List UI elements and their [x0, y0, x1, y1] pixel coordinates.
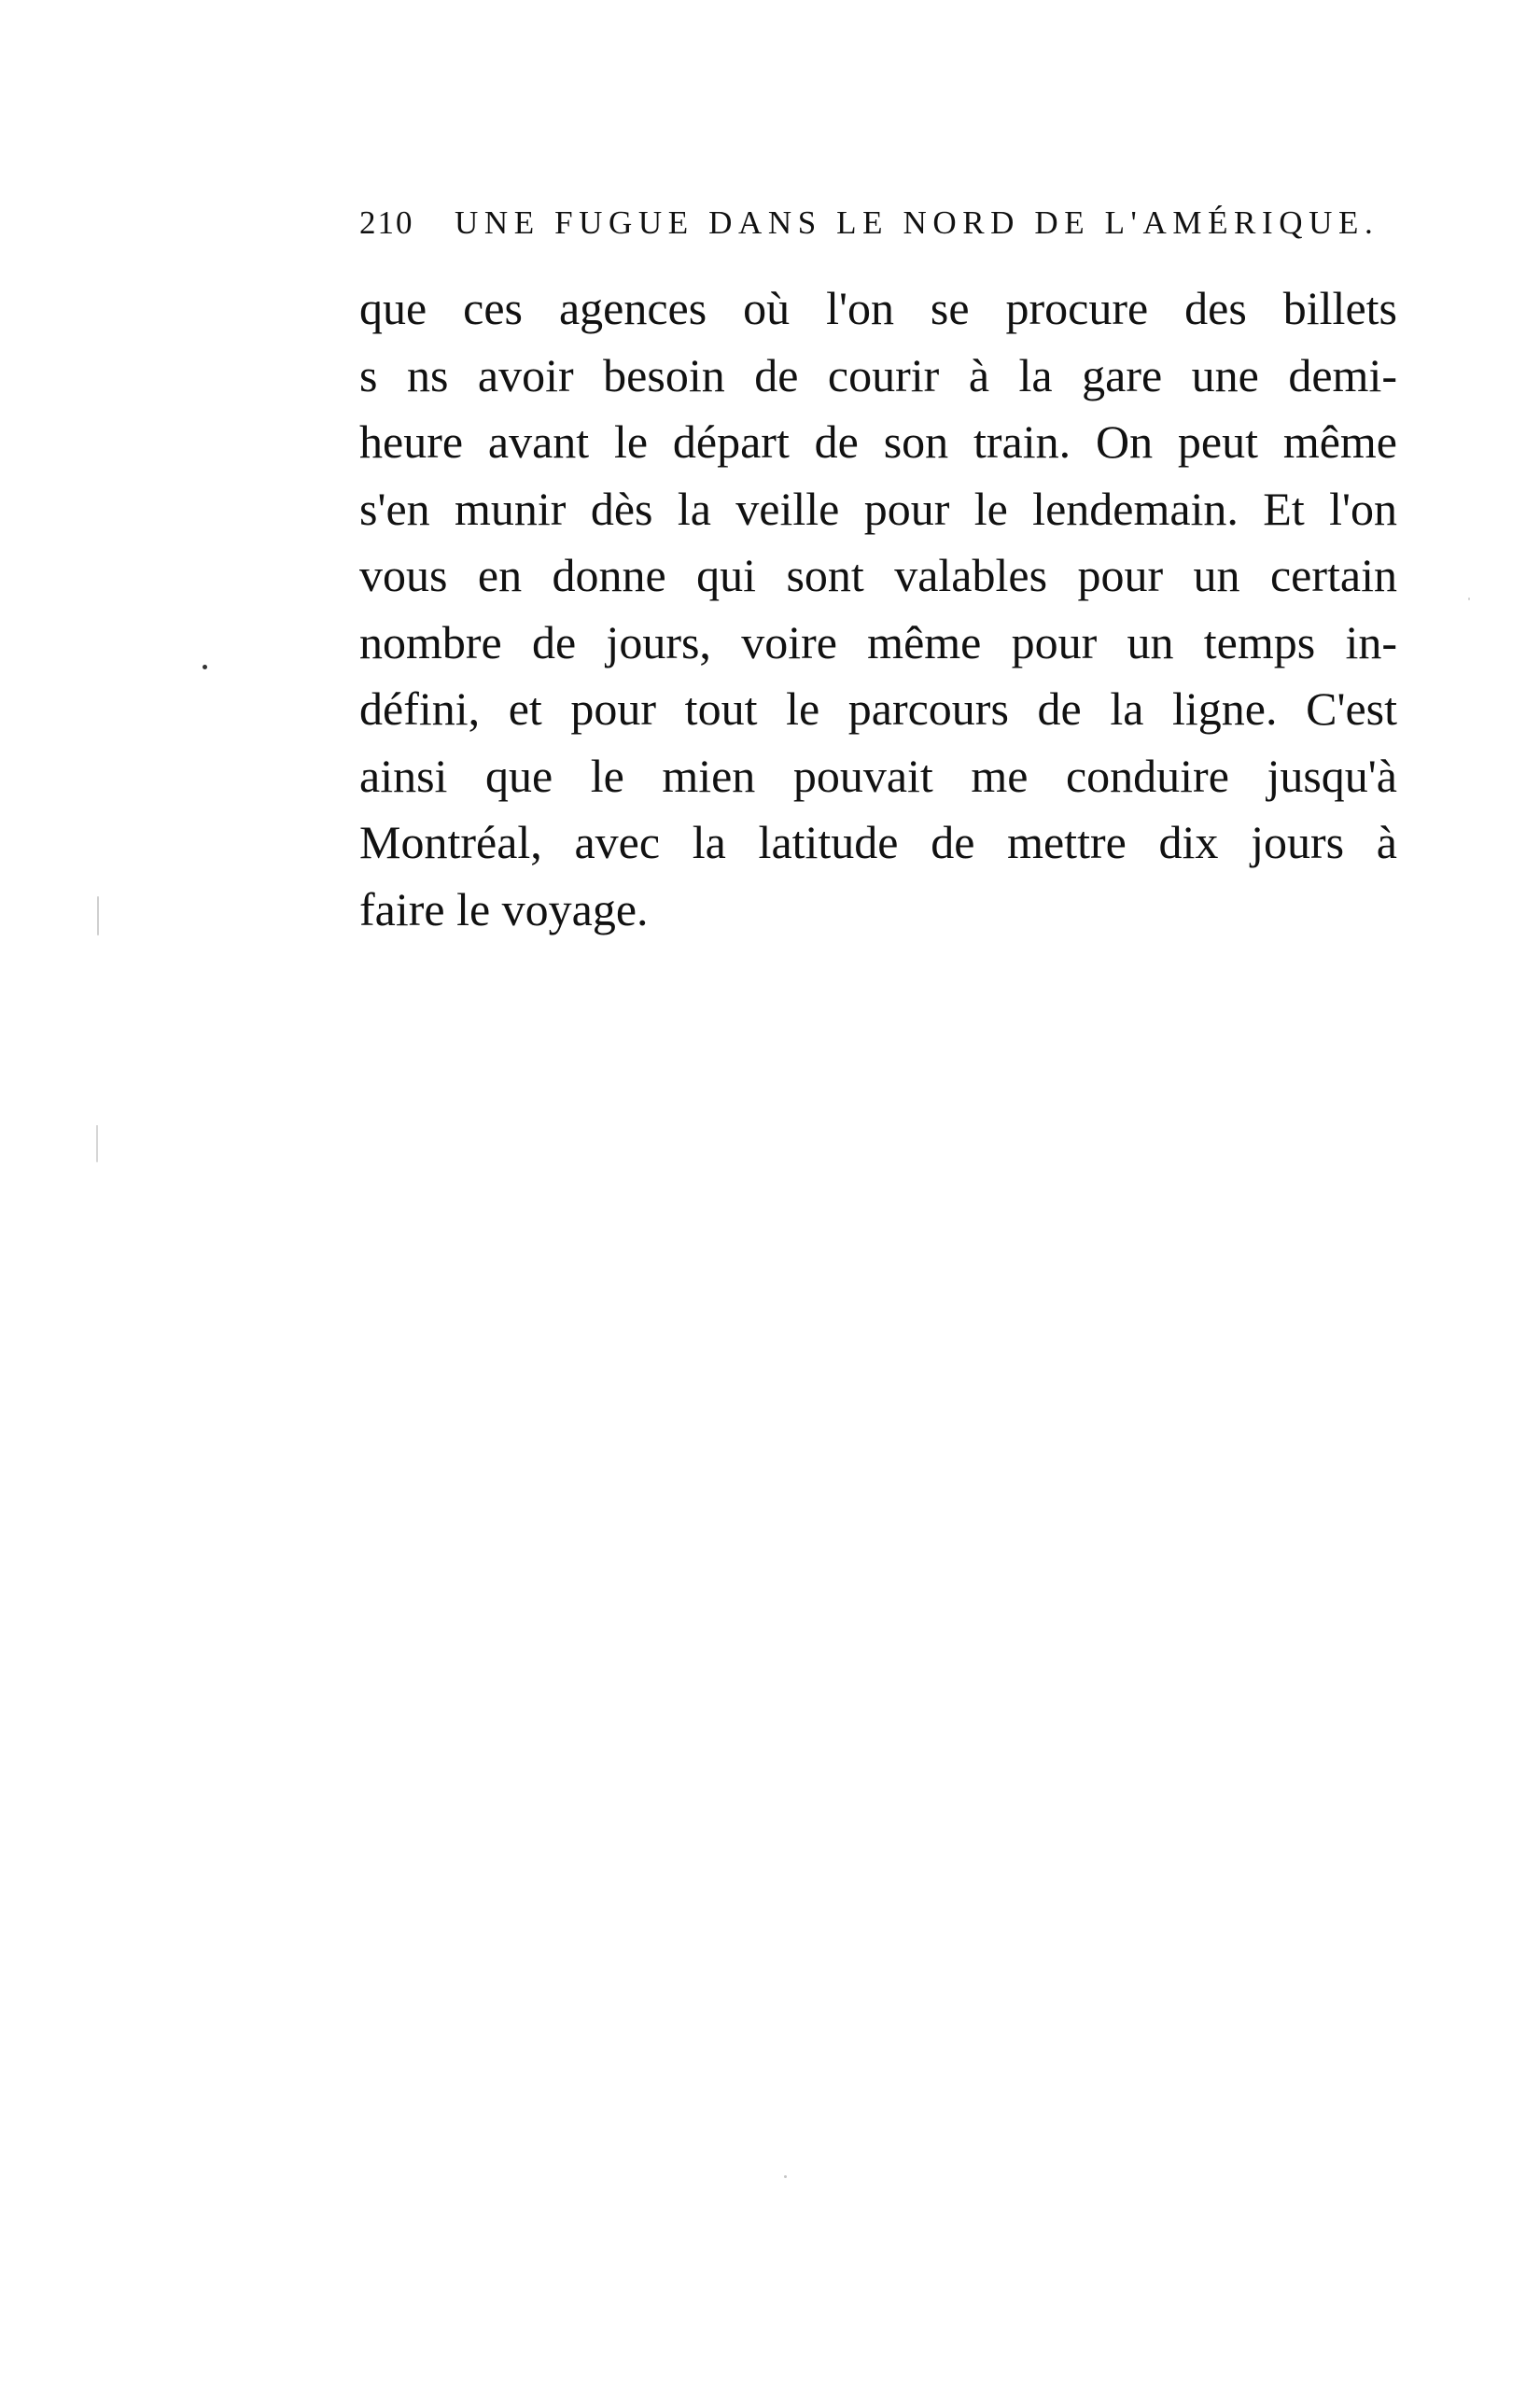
page-number: 210 [359, 204, 414, 241]
text-line: faire le voyage. [359, 882, 649, 935]
text-line: heure avant le départ de son train. On peut même [359, 415, 1397, 468]
running-head [359, 200, 1395, 246]
text-line: nombre de jours, voire même pour un temps in- [359, 615, 1397, 668]
body-text [359, 275, 1397, 943]
text-line: vous en donne qui sont valables pour un certain [359, 549, 1397, 601]
text-line: Montréal, avec la latitude de mettre dix jours à [359, 816, 1397, 868]
scan-speck [784, 2175, 787, 2178]
text-line: s ns avoir besoin de courir à la gare une demi- [359, 348, 1397, 401]
text-line: s'en munir dès la veille pour le lendemain. Et l'on [359, 482, 1397, 535]
scan-speck [203, 665, 207, 669]
text-line: ainsi que le mien pouvait me conduire jusqu'à [359, 749, 1397, 802]
text-line: défini, et pour tout le parcours de la ligne. C'est [359, 682, 1397, 735]
running-title: UNE FUGUE DANS LE NORD DE L'AMÉRIQUE. [455, 204, 1379, 241]
scan-speck [96, 1125, 98, 1162]
scan-speck [1468, 597, 1470, 600]
text-line: que ces agences où l'on se procure des billets [359, 282, 1397, 334]
scan-speck [97, 896, 99, 935]
